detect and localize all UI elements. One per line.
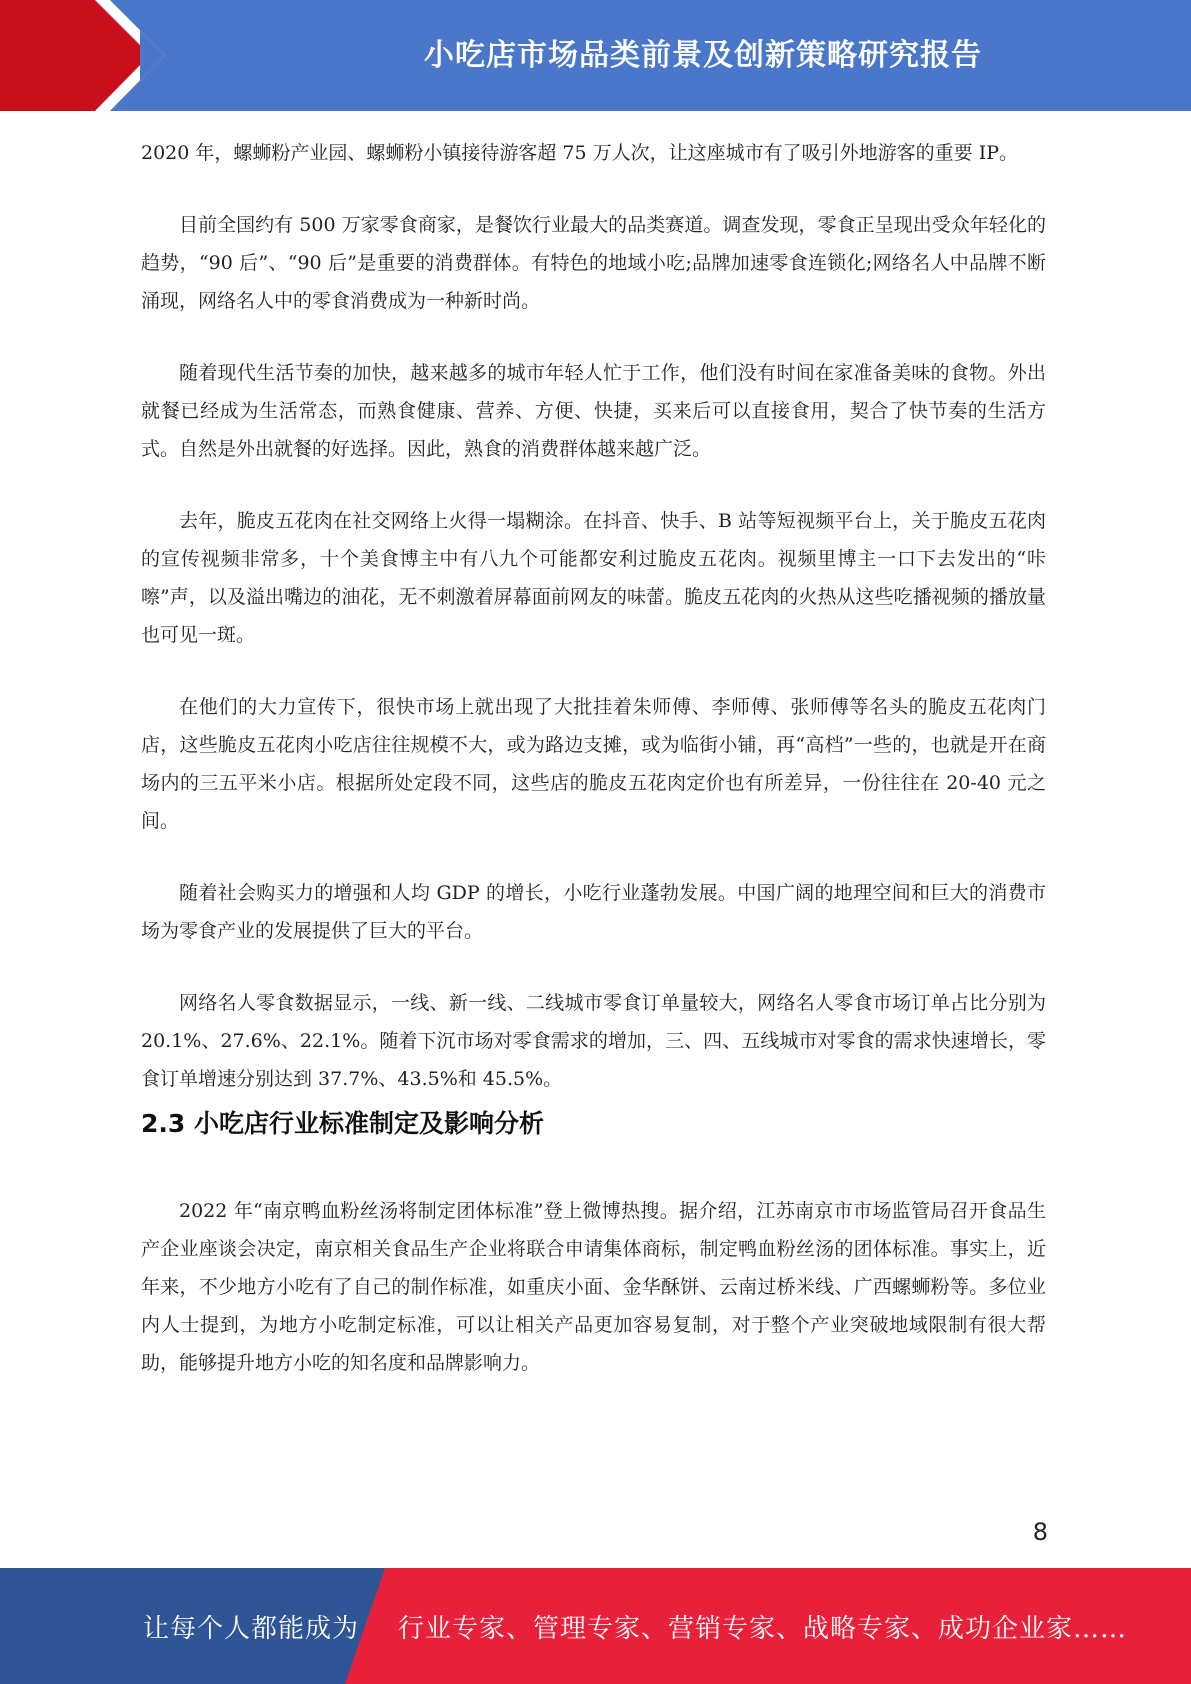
paragraph: 目前全国约有 500 万家零食商家，是餐饮行业最大的品类赛道。调查发现，零食正呈现出受众年轻化的趋势，“90 后”、“90 后”是重要的消费群体。有特色的地域小吃;品牌加速零食连锁化;网络名人中品牌不断涌现，网络名人中的零食消费成为一种新时尚。 xyxy=(141,214,1046,312)
header-arrow-decoration xyxy=(0,0,215,111)
header-banner xyxy=(0,0,1191,111)
document-body xyxy=(141,134,1046,1382)
footer-band xyxy=(0,1568,1191,1684)
paragraph: 去年，脆皮五花肉在社交网络上火得一塌糊涂。在抖音、快手、B 站等短视频平台上，关于脆皮五花肉的宣传视频非常多，十个美食博主中有八九个可能都安利过脆皮五花肉。视频里博主一口下去发出的“咔嚓”声，以及溢出嘴边的油花，无不刺激着屏幕面前网友的味蕾。脆皮五花肉的火热从这些吃播视频的播放量也可见一斑。 xyxy=(141,510,1046,646)
paragraph: 2020 年，螺蛳粉产业园、螺蛳粉小镇接待游客超 75 万人次，让这座城市有了吸引外地游客的重要 IP。 xyxy=(141,142,1018,164)
footer-slogan-left: 让每个人都能成为 xyxy=(143,1613,360,1644)
paragraph: 随着社会购买力的增强和人均 GDP 的增长，小吃行业蓬勃发展。中国广阔的地理空间和巨大的消费市场为零食产业的发展提供了巨大的平台。 xyxy=(141,882,1046,942)
paragraph: 2022 年“南京鸭血粉丝汤将制定团体标准”登上微博热搜。据介绍，江苏南京市市场监管局召开食品生产企业座谈会决定，南京相关食品生产企业将联合申请集体商标，制定鸭血粉丝汤的团体标准。事实上，近年来，不少地方小吃有了自己的制作标准，如重庆小面、金华酥饼、云南过桥米线、广西螺蛳粉等。多位业内人士提到，为地方小吃制定标准，可以让相关产品更加容易复制，对于整个产业突破地域限制有很大帮助，能够提升地方小吃的知名度和品牌影响力。 xyxy=(141,1200,1046,1374)
paragraph: 随着现代生活节奏的加快，越来越多的城市年轻人忙于工作，他们没有时间在家准备美味的食物。外出就餐已经成为生活常态，而熟食健康、营养、方便、快捷，买来后可以直接食用，契合了快节奏的生活方式。自然是外出就餐的好选择。因此，熟食的消费群体越来越广泛。 xyxy=(141,362,1046,460)
section-heading: 2.3 小吃店行业标准制定及影响分析 xyxy=(141,1109,544,1138)
paragraph: 在他们的大力宣传下，很快市场上就出现了大批挂着朱师傅、李师傅、张师傅等名头的脆皮五花肉门店，这些脆皮五花肉小吃店往往规模不大，或为路边支摊，或为临街小铺，再“高档”一些的，也就是开在商场内的三五平米小店。根据所处定段不同，这些店的脆皮五花肉定价也有所差异，一份往往在 20-40 元之间。 xyxy=(141,696,1046,832)
footer-slogan-right: 行业专家、管理专家、营销专家、战略专家、成功企业家…… xyxy=(398,1613,1128,1644)
paragraph: 网络名人零食数据显示，一线、新一线、二线城市零食订单量较大，网络名人零食市场订单占比分别为 20.1%、27.6%、22.1%。随着下沉市场对零食需求的增加，三、四、五线城市对零食的需求快速增长，零食订单增速分别达到 37.7%、43.5%和 45.5%。 xyxy=(141,992,1046,1090)
report-title: 小吃店市场品类前景及创新策略研究报告 xyxy=(424,38,982,73)
page-number: 8 xyxy=(1032,1518,1048,1546)
